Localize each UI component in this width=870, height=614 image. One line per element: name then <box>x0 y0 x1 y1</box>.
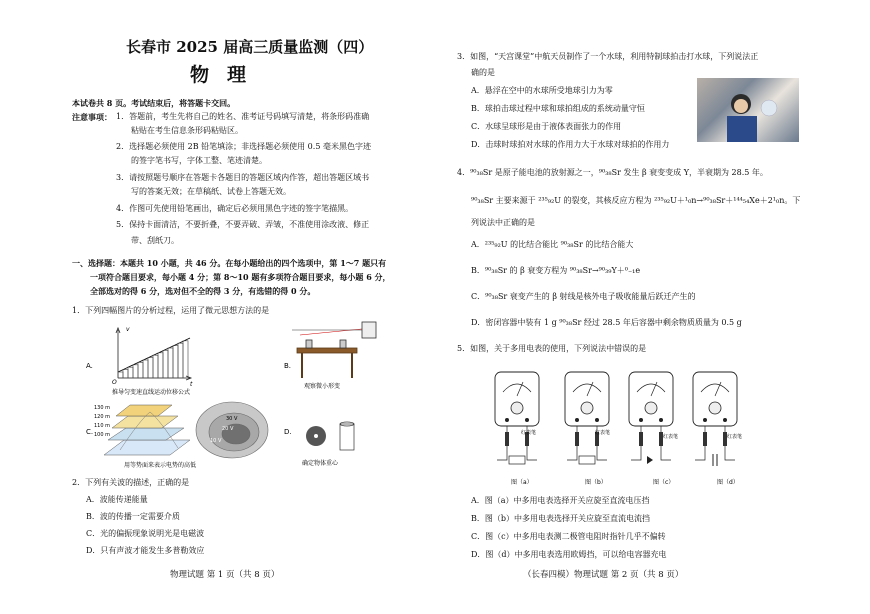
red-lead-label-d: 红表笔 <box>727 434 743 440</box>
axis-t-label: t <box>190 381 193 388</box>
section-instruction: 一、选择题：本题共 10 小题，共 46 分。在每小题给出的四个选项中，第 1～7 题只有 <box>72 258 387 268</box>
note-line: 带、刮纸刀。 <box>131 236 179 245</box>
q5-option-a: A．图（a）中多用电表选择开关应旋至直流电压挡 <box>471 496 650 505</box>
selector-knob <box>645 402 657 414</box>
question-3: 3．如图，“天宫课堂”中航天员制作了一个水球，利用特制球拍击打水球，下列说法正 <box>457 52 759 61</box>
q2-option-d: D．只有声波才能发生多普勒效应 <box>86 546 205 555</box>
q4-option-a: A．²³⁵₉₂U 的比结合能比 ⁹⁰₃₈Sr 的比结合能大 <box>471 240 634 249</box>
question-3: 确的是 <box>471 68 495 77</box>
potential-label: 20 V <box>222 426 234 432</box>
staircase-bar <box>168 348 173 378</box>
staircase-bar <box>143 360 148 378</box>
note-line: 4．作图可先使用铅笔画出，确定后必须用黑色字迹的签字笔描黑。 <box>116 204 354 213</box>
axis-origin-label: O <box>112 379 117 386</box>
question-4: 列说法中正确的是 <box>471 218 535 227</box>
probe-jack <box>659 418 663 422</box>
staircase-bar <box>148 358 153 378</box>
q2-option-a: A．波能传递能量 <box>86 495 148 504</box>
staircase-bar <box>178 343 183 378</box>
page-footer: （长春四模）物理试题 第 2 页（共 8 页） <box>523 570 684 580</box>
red-lead-label-a: 红表笔 <box>521 430 537 436</box>
q3-option-b: B．球拍击球过程中球和球拍组成的系统动量守恒 <box>471 104 645 113</box>
section-instruction: 一项符合题目要求，每小题 4 分；第 8～10 题有多项符合题目要求，每小题 6 分， <box>90 272 391 282</box>
potential-label: 30 V <box>226 416 238 422</box>
caption-a: 推导匀变速直线运动位移公式 <box>112 389 191 396</box>
probe-jack <box>595 418 599 422</box>
staircase-bar <box>158 353 163 378</box>
notes-label: 注意事项： <box>72 112 112 122</box>
caption-b: 观察微小形变 <box>304 383 341 390</box>
center-of-gravity-figure <box>306 422 354 450</box>
question-4: 4．⁹⁰₃₈Sr 是原子能电池的放射源之一，⁹⁰₃₈Sr 发生 β 衰变变成 Y，半衰期为 28.5 年。 <box>457 168 768 177</box>
caption-d: 确定物体重心 <box>302 460 339 467</box>
circuit-element <box>509 456 525 464</box>
vt-graph <box>116 328 191 380</box>
probe <box>639 432 643 446</box>
q2-option-b: B．波的传播一定需要介质 <box>86 512 180 521</box>
contour-label: 120 m <box>94 414 111 420</box>
exam-intro: 本试卷共 8 页。考试结束后，将答题卡交回。 <box>72 98 236 108</box>
figure-b-label: B. <box>284 362 292 370</box>
red-lead-label-c: 红表笔 <box>663 434 679 440</box>
probe <box>703 432 707 446</box>
note-line: 写的答案无效；在草稿纸、试卷上答题无效。 <box>131 187 291 196</box>
circuit-element <box>579 456 595 464</box>
multimeter-body <box>629 372 673 426</box>
page-footer: 物理试题 第 1 页（共 8 页） <box>170 570 280 580</box>
staircase-bar <box>118 372 123 378</box>
probe-jack <box>723 418 727 422</box>
staircase-bar <box>173 346 178 378</box>
q3-option-d: D．击球时球拍对水球的作用力大于水球对球拍的作用力 <box>471 140 670 149</box>
figure-caption-a: 图（a） <box>511 479 533 486</box>
multimeter-body <box>565 372 609 426</box>
probe-jack <box>505 418 509 422</box>
q4-option-b: B．⁹⁰₃₈Sr 的 β 衰变方程为 ⁹⁰₃₈Sr→⁹⁰₃₉Y＋⁰₋₁e <box>471 266 641 275</box>
staircase-bar <box>133 365 138 378</box>
probe-jack <box>703 418 707 422</box>
probe <box>575 432 579 446</box>
figure-caption-c: 图（c） <box>653 479 675 486</box>
staircase-bar <box>138 362 143 378</box>
caption-c: 用等势面来表示电势的高低 <box>124 462 197 469</box>
q4-option-c: C．⁹⁰₃₈Sr 衰变产生的 β 射线是核外电子吸收能量后跃迁产生的 <box>471 292 696 301</box>
note-line: 5．保持卡面清洁，不要折叠，不要弄破、弄皱，不准使用涂改液、修正 <box>116 220 370 229</box>
axis-v-label: v <box>126 326 130 333</box>
diode-symbol <box>647 456 653 464</box>
staircase-bar <box>128 367 133 378</box>
note-line: 1．答题前，考生先将自己的姓名、准考证号码填写清楚，将条形码准确 <box>116 112 370 121</box>
figure-caption-d: 图（d） <box>717 479 739 486</box>
selector-knob <box>709 402 721 414</box>
selector-knob <box>581 402 593 414</box>
desk-deformation-apparatus <box>292 322 376 378</box>
contour-label: 100 m <box>94 432 111 438</box>
probe-jack <box>525 418 529 422</box>
question-1: 1．下列四幅图片的分析过程，运用了微元思想方法的是 <box>72 306 270 315</box>
q3-option-a: A．悬浮在空中的水球所受地球引力为零 <box>471 86 613 95</box>
note-line: 3．请按照题号顺序在答题卡各题目的答题区域内作答，超出答题区域书 <box>116 173 370 182</box>
right-page <box>435 0 870 614</box>
question-4: ⁹⁰₃₈Sr 主要来源于 ²³⁵₉₂U 的裂变，其核反应方程为 ²³⁵₉₂U＋¹₀n→⁹⁰₃₈Sr＋¹⁴⁴₅₄Xe＋2¹₀n。下 <box>471 196 801 205</box>
q2-option-c: C．光的偏振现象说明光是电磁波 <box>86 529 205 538</box>
probe <box>505 432 509 446</box>
q5-option-d: D．图（d）中多用电表选用欧姆挡，可以给电容器充电 <box>471 550 667 559</box>
q5-option-c: C．图（c）中多用电表测二极管电阻时指针几乎不偏转 <box>471 532 666 541</box>
staircase-bar <box>123 370 128 378</box>
figure-caption-b: 图（b） <box>585 479 607 486</box>
note-line: 2．选择题必须使用 2B 铅笔填涂；非选择题必须使用 0.5 毫米黑色字迹 <box>116 142 371 151</box>
staircase-bar <box>183 341 188 378</box>
potential-label: 10 V <box>210 438 222 444</box>
multimeter-body <box>495 372 539 426</box>
figure-d-label: D. <box>284 428 292 436</box>
red-lead-label-b: 红表笔 <box>595 430 611 436</box>
figure-a-label: A. <box>86 362 93 370</box>
figure-c-label: C. <box>86 428 94 436</box>
probe-jack <box>575 418 579 422</box>
subject-title: 物理 <box>190 64 265 86</box>
question-2: 2．下列有关波的描述，正确的是 <box>72 478 190 487</box>
note-line: 粘贴在考生信息条形码粘贴区。 <box>131 126 243 135</box>
contour-label: 130 m <box>94 405 111 411</box>
staircase-bars <box>118 341 188 378</box>
q4-option-d: D．密闭容器中装有 1 g ⁹⁰₃₈Sr 经过 28.5 年后容器中剩余物质质量为 0.5 g <box>471 318 742 327</box>
multimeter-body <box>693 372 737 426</box>
q5-option-b: B．图（b）中多用电表选择开关应旋至直流电流挡 <box>471 514 650 523</box>
note-line: 的签字笔书写，字体工整、笔迹清楚。 <box>131 156 267 165</box>
selector-knob <box>511 402 523 414</box>
exam-title: 长春市 2025 届高三质量监测（四） <box>126 38 374 56</box>
q3-option-c: C．水球呈球形是由于液体表面张力的作用 <box>471 122 622 131</box>
staircase-bar <box>163 350 168 378</box>
section-instruction: 全部选对的得 6 分，选对但不全的得 3 分，有选错的得 0 分。 <box>90 286 316 296</box>
contour-map <box>104 405 190 455</box>
question-5: 5．如图，关于多用电表的使用，下列说法中错误的是 <box>457 344 647 353</box>
staircase-bar <box>153 355 158 378</box>
contour-label: 110 m <box>94 423 111 429</box>
probe-jack <box>639 418 643 422</box>
